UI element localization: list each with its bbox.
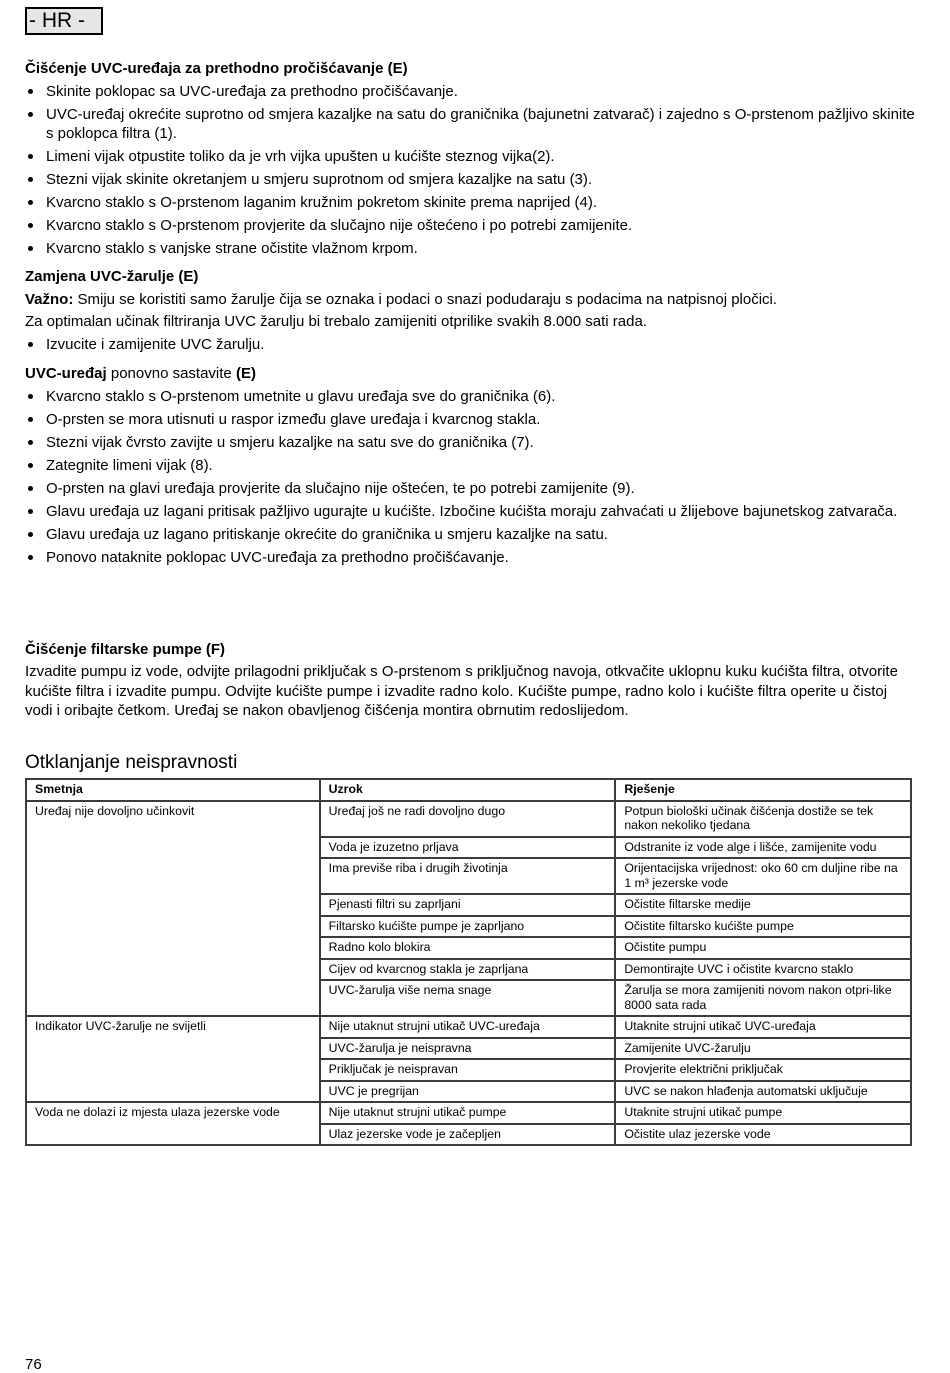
section-lamp-replace [25,267,915,358]
list-item: Zategnite limeni vijak (8). [25,456,915,475]
list-item: Stezni vijak čvrsto zavijte u smjeru kazaljke na satu sve do graničnika (7). [25,433,915,452]
solution-cell: Očistite filtarsko kućište pumpe [616,917,910,937]
list-item: Kvarcno staklo s vanjske strane očistite vlažnom krpom. [25,239,915,258]
section-title: Čišćenje filtarske pumpe (F) [25,641,226,658]
problem-cell: Uređaj nije dovoljno učinkovit [27,802,319,1016]
solution-cell: Žarulja se mora zamijeniti novom nakon otpri-like 8000 sata rada [616,981,910,1015]
solution-cell: UVC se nakon hlađenja automatski uključuje [616,1082,910,1102]
cause-cell: Uređaj još ne radi dovoljno dugo [321,802,615,836]
table-row [27,1017,910,1037]
cause-cell: Radno kolo blokira [321,938,615,958]
list-item: Glavu uređaja uz lagani pritisak pažljivo ugurajte u kućište. Izbočine kućišta moraju zahvaćati u žlijebove bajunetskog zatvarača. [25,502,915,521]
reassemble-list [25,387,915,567]
cause-cell: Voda je izuzetno prljava [321,838,615,858]
cause-cell: Filtarsko kućište pumpe je zaprljano [321,917,615,937]
header-solution: Rješenje [616,780,910,800]
solution-cell: Očistite ulaz jezerske vode [616,1125,910,1145]
title-normal: ponovno sastavite [106,365,236,382]
list-item: Glavu uređaja uz lagano pritiskanje okrećite do graničnika u smjeru kazaljke na satu. [25,525,915,544]
important-note [25,290,915,309]
list-item: O-prsten na glavi uređaja provjerite da slučajno nije oštećen, te po potrebi zamijenite (9). [25,479,915,498]
solution-cell: Orijentacijska vrijednost: oko 60 cm duljine ribe na 1 m³ jezerske vode [616,859,910,893]
cleaning-uvc-list [25,82,915,258]
list-item: Ponovo nataknite poklopac UVC-uređaja za prethodno pročišćavanje. [25,548,915,567]
cause-cell: Nije utaknut strujni utikač pumpe [321,1103,615,1123]
list-item: Kvarcno staklo s O-prstenom umetnite u glavu uređaja sve do graničnika (6). [25,387,915,406]
solution-cell: Očistite pumpu [616,938,910,958]
cause-cell: Priključak je neispravan [321,1060,615,1080]
solution-cell: Odstranite iz vode alge i lišće, zamijenite vodu [616,838,910,858]
list-item: Kvarcno staklo s O-prstenom provjerite da slučajno nije oštećeno i po potrebi zamijenite. [25,216,915,235]
list-item: Limeni vijak otpustite toliko da je vrh vijka upušten u kućište steznog vijka(2). [25,147,915,166]
title-tail: (E) [235,365,256,382]
title-bold: UVC-uređaj [25,365,107,382]
list-item: O-prsten se mora utisnuti u raspor između glave uređaja i kvarcnog stakla. [25,410,915,429]
table-header-row [27,780,910,800]
header-cause: Uzrok [321,780,615,800]
cause-cell: Nije utaknut strujni utikač UVC-uređaja [321,1017,615,1037]
troubleshooting-table [25,778,912,1146]
cause-cell: UVC je pregrijan [321,1082,615,1102]
section-pump-cleaning [25,640,915,725]
table-row [27,802,910,836]
solution-cell: Zamijenite UVC-žarulju [616,1039,910,1059]
section-reassemble [25,364,915,571]
solution-cell: Utaknite strujni utikač pumpe [616,1103,910,1123]
lamp-replace-list [25,335,915,354]
lamp-note: Za optimalan učinak filtriranja UVC žarulju bi trebalo zamijeniti otprilike svakih 8.000 sati rada. [25,313,647,330]
cause-cell: UVC-žarulja više nema snage [321,981,615,1015]
section-title [25,364,915,383]
cause-cell: Pjenasti filtri su zaprljani [321,895,615,915]
problem-cell: Indikator UVC-žarulje ne svijetli [27,1017,319,1101]
solution-cell: Demontirajte UVC i očistite kvarcno staklo [616,960,910,980]
important-label: Važno: [25,291,74,308]
list-item: Skinite poklopac sa UVC-uređaja za prethodno pročišćavanje. [25,82,915,101]
list-item: Stezni vijak skinite okretanjem u smjeru suprotnom od smjera kazaljke na satu (3). [25,170,915,189]
table-row [27,1103,910,1123]
solution-cell: Utaknite strujni utikač UVC-uređaja [616,1017,910,1037]
list-item: Izvucite i zamijenite UVC žarulju. [25,335,915,354]
cause-cell: Ulaz jezerske vode je začepljen [321,1125,615,1145]
solution-cell: Provjerite električni priključak [616,1060,910,1080]
cause-cell: Ima previše riba i drugih životinja [321,859,615,893]
cause-cell: UVC-žarulja je neispravna [321,1039,615,1059]
problem-cell: Voda ne dolazi iz mjesta ulaza jezerske vode [27,1103,319,1144]
language-tag: - HR - [25,7,103,35]
list-item: UVC-uređaj okrećite suprotno od smjera kazaljke na satu do graničnika (bajunetni zatvarač) i zajedno s O-prstenom pažljivo skinite s poklopca filtra (1). [25,105,915,143]
cause-cell: Cijev od kvarcnog stakla je zaprljana [321,960,615,980]
section-title: Čišćenje UVC-uređaja za prethodno pročišćavanje (E) [25,60,408,77]
section-cleaning-uvc [25,59,915,262]
header-problem: Smetnja [27,780,319,800]
troubleshooting-title: Otklanjanje neispravnosti [25,752,238,773]
pump-cleaning-text: Izvadite pumpu iz vode, odvijte prilagodni priključak s O-prstenom s priključnog navoja, otkvačite uklopnu kuku kućišta filtra, otvorite kućište filtra i izvadite pumpu. Odvijte kućište pumpe i izvadite radno kolo. Kućište pumpe, radno kolo i kućište filtra operite u čistoj vodi i oribajte četkom. Uređaj se nakon obavljenog čišćenja montira obrnutim redoslijedom. [25,663,898,719]
list-item: Kvarcno staklo s O-prstenom laganim kružnim pokretom skinite prema naprijed (4). [25,193,915,212]
page-number: 76 [25,1356,42,1373]
section-title: Zamjena UVC-žarulje (E) [25,268,199,285]
important-text: Smiju se koristiti samo žarulje čija se oznaka i podaci o snazi podudaraju s podacima na natpisnoj pločici. [73,291,778,308]
solution-cell: Potpun biološki učinak čišćenja dostiže se tek nakon nekoliko tjedana [616,802,910,836]
solution-cell: Očistite filtarske medije [616,895,910,915]
